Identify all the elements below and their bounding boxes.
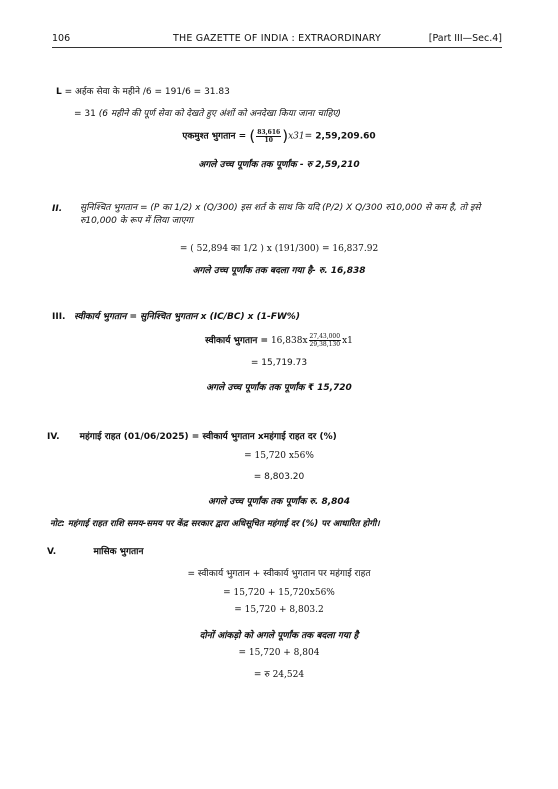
section-2-calc: = ( 52,894 का 1/2 ) x (191/300) = 16,837.92 — [179, 244, 379, 254]
section-3-result: = 15,719.73 — [250, 358, 308, 368]
l-note: = 31 (6 महीने की पूर्ण सेवा को देखते हुए अंशों को अनदेखा किया जाना चाहिए) — [74, 109, 341, 119]
section-5-line-4: = 15,720 + 8,804 — [238, 648, 320, 658]
section-5-heading: V. मासिक भुगतान — [47, 547, 144, 557]
section-4-calc: = 15,720 x56% — [244, 451, 314, 461]
lump-sum-rounding: अगले उच्च पूर्णांक तक पूर्णांक - रु 2,59,210 — [198, 160, 360, 170]
section-5-line-1: = स्वीकार्य भुगतान + स्वीकार्य भुगतान पर महंगाई राहत — [187, 569, 371, 579]
section-2-text: सुनिश्चित भुगतान = (P का 1/2) x (Q/300) इस शर्त के साथ कि यदि (P/2) X Q/300 रु10,000 से कम है, तो इसे रु10,000 के रूप में लिया जाएगा — [80, 203, 481, 226]
part-section: [Part III—Sec.4] — [428, 33, 502, 44]
section-4-heading: IV. महंगाई राहत (01/06/2025) = स्वीकार्य भुगतान xमहंगाई राहत दर (%) — [47, 432, 337, 442]
section-3-calc: स्वीकार्य भुगतान = 16,838x $\frac{27,43,000}{29,38,130}$ x1 — [205, 333, 353, 348]
page-number: 106 — [52, 33, 71, 44]
section-5-line-5: = रु 24,524 — [253, 670, 305, 680]
header-rule — [52, 47, 502, 48]
l-line: L = अर्हक सेवा के महीने /6 = 191/6 = 31.83 — [56, 87, 230, 97]
section-4-note: नोट: महंगाई राहत राशि समय-समय पर केंद्र सरकार द्वारा अधिसूचित महंगाई दर (%) पर आधारित होगी। — [50, 519, 380, 529]
section-3-heading: III. स्वीकार्य भुगतान = सुनिश्चित भुगतान x (IC/BC) x (1-FW%) — [52, 312, 300, 322]
section-5-line-2: = 15,720 + 15,720x56% — [223, 588, 335, 598]
section-4-result: = 8,803.20 — [253, 472, 305, 482]
section-5-rounding: दोनों आंकड़ो को अगले पूर्णांक तक बदला गया है — [199, 631, 359, 641]
section-2-number: II. — [52, 204, 63, 214]
section-5-line-3: = 15,720 + 8,803.2 — [234, 605, 324, 615]
section-2-rounding: अगले उच्च पूर्णांक तक बदला गया है- रु. 16,838 — [192, 266, 366, 276]
section-3-rounding: अगले उच्च पूर्णांक तक पूर्णांक ₹ 15,720 — [206, 383, 352, 393]
gazette-title: THE GAZETTE OF INDIA : EXTRAORDINARY — [172, 33, 382, 44]
page-header — [52, 33, 502, 49]
section-4-rounding: अगले उच्च पूर्णांक तक पूर्णांक रु. 8,804 — [208, 497, 350, 507]
lump-sum-calc: एकमुश्त भुगतान = ( $\frac{83,616}{10}$ )x31= 2,59,209.60 — [182, 127, 376, 145]
